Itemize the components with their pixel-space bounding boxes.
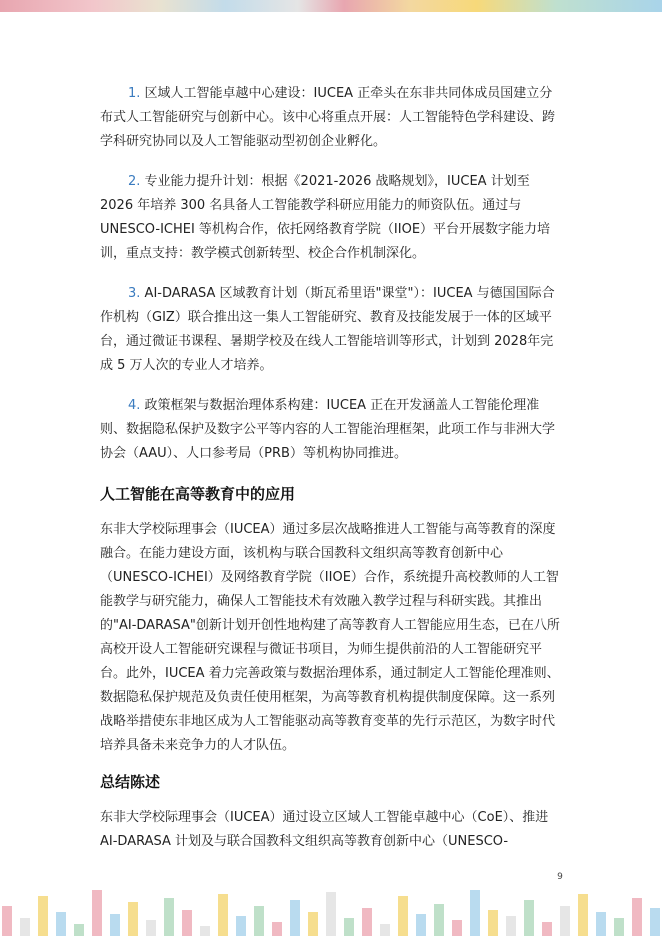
page-number: 9 [557, 872, 563, 882]
decorative-bar [146, 920, 156, 936]
list-text: 政策框架与数据治理体系构建：IUCEA 正在开发涵盖人工智能伦理准则、数据隐私保护及数字公平等内容的人工智能治理框架，此项工作与非洲大学协会（AAU）、人口参考局（PRB）等机构协同推进。 [100, 398, 556, 461]
list-text: 专业能力提升计划：根据《2021-2026 战略规划》，IUCEA 计划至2026 年培养 300 名具备人工智能教学科研应用能力的师资队伍。通过与UNESCO-ICHEI 等机构合作，依托网络教育学院（IIOE）平台开展数字能力培训，重点支持：教学模式创新转型、校企合作机制深化。 [100, 174, 551, 261]
list-text: 区域人工智能卓越中心建设：IUCEA 正牵头在东非共同体成员国建立分布式人工智能研究与创新中心。该中心将重点开展：人工智能特色学科建设、跨学科研究协同以及人工智能驱动型初创企业孵化。 [100, 86, 556, 149]
decorative-bar [200, 926, 210, 936]
page-content [100, 82, 562, 854]
decorative-bar [488, 910, 498, 936]
top-decorative-stripe [0, 0, 662, 12]
decorative-bar [596, 912, 606, 936]
bottom-decorative-bars [0, 848, 662, 936]
decorative-bar [614, 918, 624, 936]
decorative-bar [632, 898, 642, 936]
decorative-bar [380, 924, 390, 936]
decorative-bar [236, 916, 246, 936]
list-number: 2. [128, 174, 141, 189]
section-heading-summary: 总结陈述 [100, 773, 161, 791]
decorative-bar [470, 890, 480, 936]
list-number: 3. [128, 286, 141, 301]
decorative-bar [452, 920, 462, 936]
decorative-bar [254, 906, 264, 936]
decorative-bar [218, 894, 228, 936]
decorative-bar [182, 910, 192, 936]
decorative-bar [290, 900, 300, 936]
decorative-bar [416, 914, 426, 936]
list-item [100, 170, 562, 266]
list-text: AI-DARASA 区域教育计划（斯瓦希里语"课堂"）：IUCEA 与德国国际合作机构（GIZ）联合推出这一集人工智能研究、教育及技能发展于一体的区域平台，通过微证书课程、暑期学校及在线人工智能培训等形式，计划到 2028年完成 5 万人次的专业人才培养。 [100, 286, 555, 373]
section-body-ai-application: 东非大学校际理事会（IUCEA）通过多层次战略推进人工智能与高等教育的深度融合。在能力建设方面，该机构与联合国教科文组织高等教育创新中心（UNESCO-ICHEI）及网络教育学院（IIOE）合作，系统提升高校教师的人工智能教学与研究能力，确保人工智能技术有效融入教学过程与科研实践。其推出的"AI-DARASA"创新计划开创性地构建了高等教育人工智能应用生态，已在八所高校开设人工智能研究课程与微证书项目，为师生提供前沿的人工智能研究平台。此外，IUCEA 着力完善政策与数据治理体系，通过制定人工智能伦理准则、数据隐私保护规范及负责任使用框架，为高等教育机构提供制度保障。这一系列战略举措使东非地区成为人工智能驱动高等教育变革的先行示范区，为数字时代培养具备未来竞争力的人才队伍。 [100, 522, 560, 753]
decorative-bar [110, 914, 120, 936]
decorative-bar [308, 912, 318, 936]
section-heading-ai-application: 人工智能在高等教育中的应用 [100, 485, 296, 503]
decorative-bar [344, 918, 354, 936]
decorative-bar [506, 916, 516, 936]
decorative-bar [560, 906, 570, 936]
decorative-bar [56, 912, 66, 936]
decorative-bar [20, 918, 30, 936]
section-body-summary: 东非大学校际理事会（IUCEA）通过设立区域人工智能卓越中心（CoE）、推进 AI-DARASA 计划及与联合国教科文组织高等教育创新中心（UNESCO- [100, 810, 549, 849]
decorative-bar [326, 892, 336, 936]
decorative-bar [578, 894, 588, 936]
decorative-bar [650, 908, 660, 936]
list-item [100, 394, 562, 466]
decorative-bar [92, 890, 102, 936]
list-item [100, 282, 562, 378]
list-number: 4. [128, 398, 141, 413]
decorative-bar [2, 906, 12, 936]
decorative-bar [362, 908, 372, 936]
decorative-bar [398, 896, 408, 936]
list-number: 1. [128, 86, 141, 101]
decorative-bar [164, 898, 174, 936]
decorative-bar [38, 896, 48, 936]
decorative-bar [128, 902, 138, 936]
decorative-bar [434, 904, 444, 936]
decorative-bar [524, 900, 534, 936]
decorative-bar [272, 922, 282, 936]
numbered-list [100, 82, 562, 466]
decorative-bar [74, 924, 84, 936]
list-item [100, 82, 562, 154]
decorative-bar [542, 922, 552, 936]
